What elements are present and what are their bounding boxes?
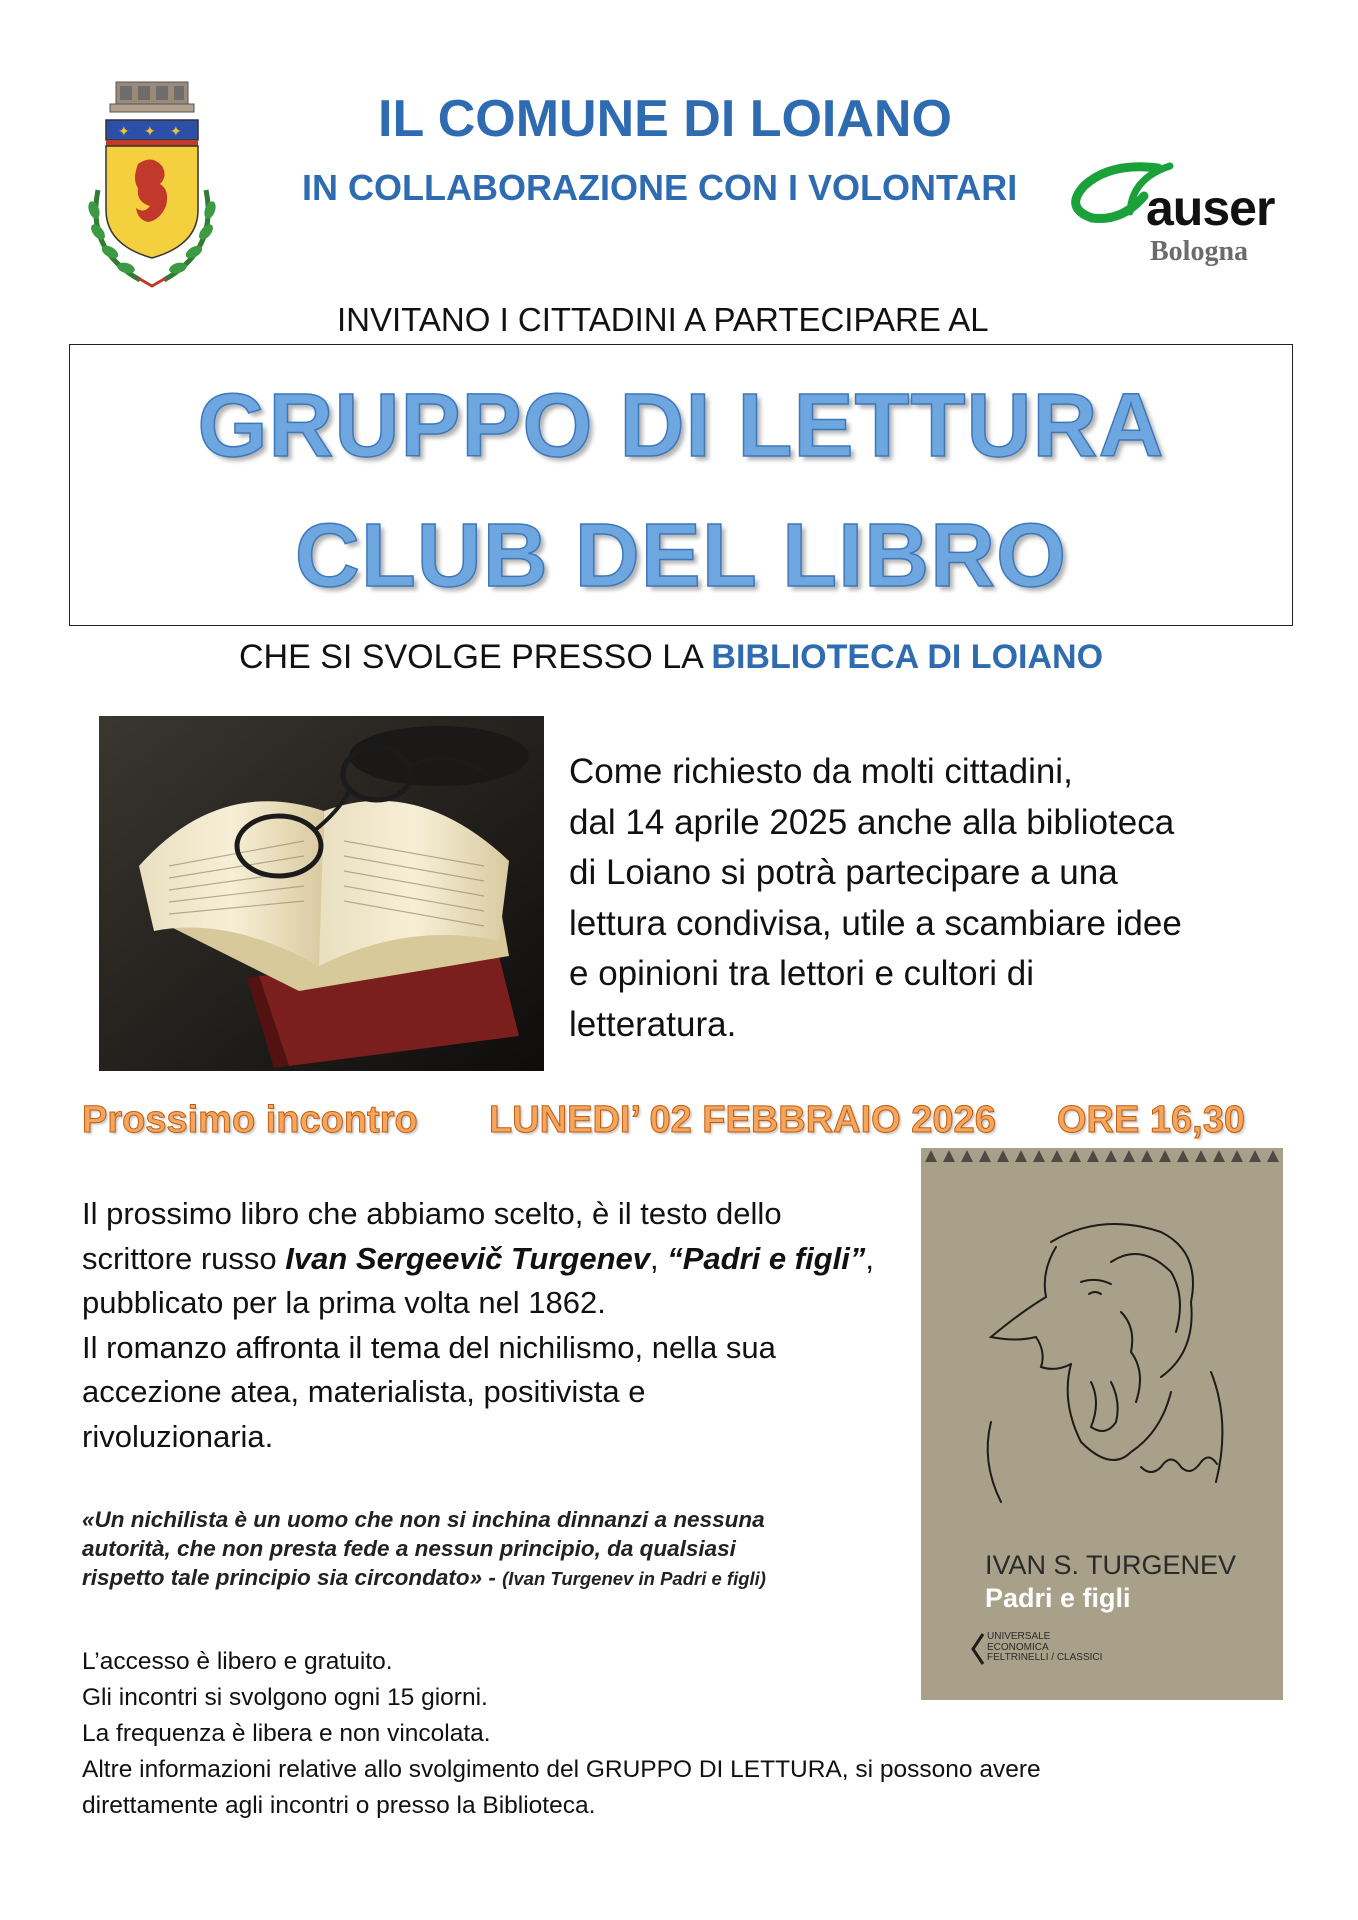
info-line: La frequenza è libera e non vincolata. bbox=[82, 1720, 491, 1747]
para-line: Il romanzo affronta il tema del nichilismo, nella sua bbox=[82, 1329, 776, 1365]
para-prefix: scrittore russo bbox=[82, 1240, 286, 1276]
intro-line: dal 14 aprile 2025 anche alla biblioteca bbox=[569, 802, 1175, 842]
comune-crest-emblem bbox=[80, 80, 225, 295]
info-line: direttamente agli incontri o presso la Biblioteca. bbox=[82, 1792, 596, 1819]
para-line: accezione atea, materialista, positivista e bbox=[82, 1374, 646, 1409]
book-with-glasses-photo bbox=[99, 716, 544, 1071]
quote-line-text: rispetto tale principio sia circondato» - bbox=[82, 1565, 503, 1590]
para-line bbox=[82, 1237, 912, 1282]
para-separator: , bbox=[650, 1240, 668, 1276]
svg-text:✦: ✦ bbox=[144, 123, 156, 139]
auser-logo-city: Bologna bbox=[1150, 236, 1249, 267]
info-line: Gli incontri si svolgono ogni 15 giorni. bbox=[82, 1684, 488, 1711]
info-line: Altre informazioni relative allo svolgimento del GRUPPO DI LETTURA, si possono avere bbox=[82, 1756, 1041, 1783]
venue-prefix: CHE SI SVOLGE PRESSO LA bbox=[239, 638, 712, 676]
quote-line bbox=[82, 1563, 922, 1593]
quote-line: «Un nichilista è un uomo che non si inchina dinnanzi a nessuna bbox=[82, 1507, 765, 1532]
svg-text:✦: ✦ bbox=[170, 123, 182, 139]
cover-series-line: UNIVERSALE bbox=[987, 1631, 1051, 1642]
title-line-1: GRUPPO DI LETTURA bbox=[197, 376, 1165, 476]
intro-line: letteratura. bbox=[569, 1004, 737, 1044]
title-line-2: CLUB DEL LIBRO bbox=[294, 506, 1068, 606]
next-meeting-label: Prossimo incontro bbox=[82, 1099, 418, 1141]
invite-line: INVITANO I CITTADINI A PARTECIPARE AL bbox=[337, 301, 989, 338]
quote-block bbox=[82, 1505, 922, 1593]
comune-heading: IL COMUNE DI LOIANO bbox=[378, 90, 952, 148]
cover-author: IVAN S. TURGENEV bbox=[985, 1550, 1237, 1580]
intro-paragraph bbox=[569, 747, 1249, 1050]
turgenev-sketch-portrait bbox=[961, 1202, 1251, 1532]
para-line: rivoluzionaria. bbox=[82, 1418, 274, 1454]
intro-line: e opinioni tra lettori e cultori di bbox=[569, 954, 1034, 993]
cover-series-line: FELTRINELLI / CLASSICI bbox=[987, 1652, 1103, 1663]
para-line: pubblicato per la prima volta nel 1862. bbox=[82, 1285, 606, 1320]
book-cover bbox=[921, 1142, 1283, 1700]
intro-line: di Loiano si potrà partecipare a una bbox=[569, 853, 1118, 892]
cover-series-line: ECONOMICA bbox=[987, 1641, 1049, 1653]
info-line: L’accesso è libero e gratuito. bbox=[82, 1648, 393, 1675]
quote-line: autorità, che non presta fede a nessun principio, da qualsiasi bbox=[82, 1536, 736, 1561]
intro-line: lettura condivisa, utile a scambiare idee bbox=[569, 903, 1182, 943]
para-line: Il prossimo libro che abbiamo scelto, è il testo dello bbox=[82, 1196, 782, 1231]
quote-citation: (Ivan Turgenev in Padri e figli) bbox=[502, 1568, 766, 1589]
venue-place: BIBLIOTECA DI LOIANO bbox=[711, 638, 1104, 676]
cover-title: Padri e figli bbox=[985, 1583, 1131, 1613]
next-meeting-time: ORE 16,30 bbox=[1057, 1099, 1245, 1141]
title-box bbox=[69, 344, 1293, 626]
cover-zigzag-border bbox=[921, 1142, 1283, 1164]
svg-text:✦: ✦ bbox=[118, 123, 130, 139]
venue-line bbox=[239, 640, 1103, 674]
info-block bbox=[82, 1641, 1182, 1824]
collaboration-heading: IN COLLABORAZIONE CON I VOLONTARI bbox=[302, 167, 1018, 208]
intro-line: Come richiesto da molti cittadini, bbox=[569, 752, 1073, 791]
author-name: Ivan Sergeevič Turgenev bbox=[285, 1240, 651, 1276]
auser-logo-text: auser bbox=[1146, 180, 1275, 236]
book-title: “Padri e figli” bbox=[667, 1240, 866, 1276]
next-meeting-date: LUNEDI’ 02 FEBBRAIO 2026 bbox=[489, 1099, 996, 1141]
book-paragraph bbox=[82, 1192, 912, 1459]
para-comma: , bbox=[865, 1240, 874, 1276]
